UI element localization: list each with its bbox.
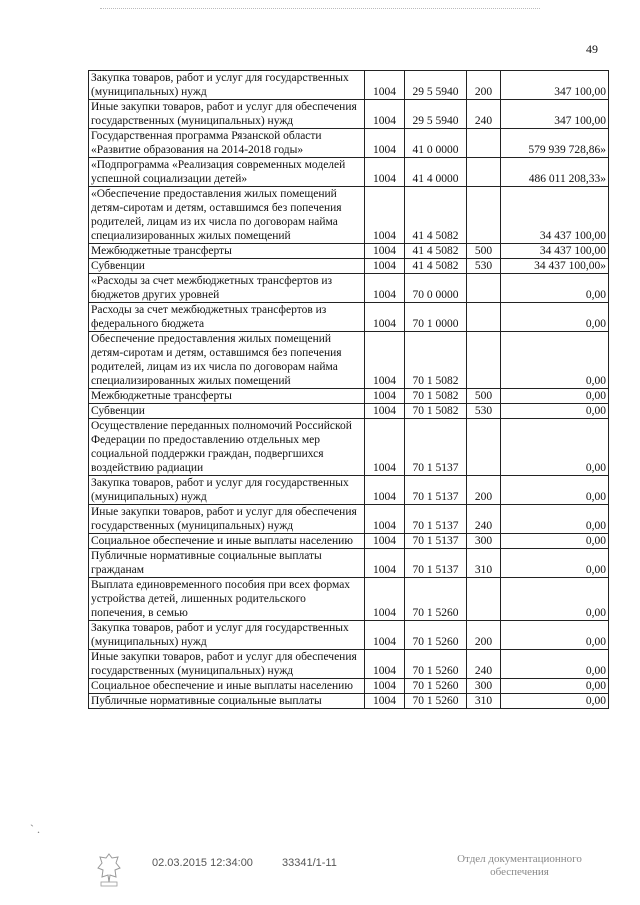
- row-section: 1004: [365, 578, 405, 621]
- row-amount: 0,00: [501, 389, 609, 404]
- table-row: [89, 129, 609, 158]
- department-stamp: [432, 853, 607, 879]
- row-name: Публичные нормативные социальные выплаты: [89, 694, 365, 709]
- footer-doc-code: 33341/1-11: [282, 857, 337, 869]
- footer-datetime: 02.03.2015 12:34:00: [152, 857, 253, 869]
- row-target-code: 41 4 0000: [405, 158, 467, 187]
- row-amount: 0,00: [501, 534, 609, 549]
- row-section: 1004: [365, 244, 405, 259]
- row-target-code: 29 5 5940: [405, 100, 467, 129]
- table-row: [89, 578, 609, 621]
- row-expense-type: 300: [467, 534, 501, 549]
- table-row: [89, 187, 609, 244]
- row-name: Социальное обеспечение и иные выплаты населению: [89, 534, 365, 549]
- row-amount: 0,00: [501, 476, 609, 505]
- row-name: Закупка товаров, работ и услуг для государственных (муниципальных) нужд: [89, 476, 365, 505]
- row-expense-type: [467, 158, 501, 187]
- table-row: [89, 650, 609, 679]
- row-section: 1004: [365, 534, 405, 549]
- row-name: Публичные нормативные социальные выплаты гражданам: [89, 549, 365, 578]
- row-target-code: 70 1 5137: [405, 534, 467, 549]
- row-name: Государственная программа Рязанской области «Развитие образования на 2014-2018 годы»: [89, 129, 365, 158]
- row-name: «Обеспечение предоставления жилых помещений детям-сиротам и детям, оставшимся без попечения родителей, лицам из их числа по договорам найма специализированных жилых помещений: [89, 187, 365, 244]
- row-amount: 579 939 728,86»: [501, 129, 609, 158]
- budget-table: [88, 70, 609, 709]
- row-name: Закупка товаров, работ и услуг для государственных (муниципальных) нужд: [89, 621, 365, 650]
- row-section: 1004: [365, 404, 405, 419]
- row-amount: 34 437 100,00: [501, 244, 609, 259]
- row-section: 1004: [365, 549, 405, 578]
- table-row: [89, 259, 609, 274]
- row-section: 1004: [365, 332, 405, 389]
- table-row: [89, 71, 609, 100]
- row-section: 1004: [365, 505, 405, 534]
- row-amount: 0,00: [501, 303, 609, 332]
- table-row: [89, 244, 609, 259]
- table-row: [89, 534, 609, 549]
- row-expense-type: 240: [467, 505, 501, 534]
- table-row: [89, 694, 609, 709]
- row-amount: 347 100,00: [501, 71, 609, 100]
- row-section: 1004: [365, 129, 405, 158]
- row-expense-type: [467, 578, 501, 621]
- table-row: [89, 419, 609, 476]
- table-row: [89, 332, 609, 389]
- row-expense-type: [467, 303, 501, 332]
- stamp-line-1: Отдел документационного: [457, 853, 582, 865]
- row-name: Межбюджетные трансферты: [89, 389, 365, 404]
- row-name: Субвенции: [89, 259, 365, 274]
- row-section: 1004: [365, 100, 405, 129]
- row-target-code: 70 1 5260: [405, 694, 467, 709]
- row-expense-type: 310: [467, 694, 501, 709]
- row-target-code: 41 4 5082: [405, 244, 467, 259]
- row-amount: 347 100,00: [501, 100, 609, 129]
- row-section: 1004: [365, 259, 405, 274]
- table-row: [89, 505, 609, 534]
- row-name: Иные закупки товаров, работ и услуг для обеспечения государственных (муниципальных) нужд: [89, 100, 365, 129]
- row-expense-type: [467, 129, 501, 158]
- row-expense-type: [467, 274, 501, 303]
- row-target-code: 70 1 5260: [405, 679, 467, 694]
- row-section: 1004: [365, 621, 405, 650]
- row-name: Межбюджетные трансферты: [89, 244, 365, 259]
- row-section: 1004: [365, 389, 405, 404]
- row-expense-type: 500: [467, 244, 501, 259]
- row-name: Обеспечение предоставления жилых помещений детям-сиротам и детям, оставшимся без попечения родителей, лицам из их числа по договорам найма специализированных жилых помещений: [89, 332, 365, 389]
- row-section: 1004: [365, 419, 405, 476]
- row-expense-type: [467, 419, 501, 476]
- stamp-line-2: обеспечения: [490, 866, 549, 878]
- row-target-code: 41 4 5082: [405, 187, 467, 244]
- table-row: [89, 389, 609, 404]
- row-target-code: 70 1 5137: [405, 419, 467, 476]
- row-expense-type: 200: [467, 476, 501, 505]
- row-amount: 0,00: [501, 578, 609, 621]
- row-section: 1004: [365, 650, 405, 679]
- row-expense-type: 310: [467, 549, 501, 578]
- table-row: [89, 621, 609, 650]
- row-expense-type: 300: [467, 679, 501, 694]
- row-target-code: 70 1 5137: [405, 476, 467, 505]
- budget-table-body: [89, 71, 609, 709]
- table-row: [89, 404, 609, 419]
- row-amount: 34 437 100,00: [501, 187, 609, 244]
- row-amount: 0,00: [501, 332, 609, 389]
- row-target-code: 70 1 0000: [405, 303, 467, 332]
- scan-mark: ` .: [30, 822, 40, 836]
- scan-noise: [100, 8, 540, 13]
- row-target-code: 70 0 0000: [405, 274, 467, 303]
- row-target-code: 70 1 5082: [405, 404, 467, 419]
- row-section: 1004: [365, 694, 405, 709]
- row-amount: 0,00: [501, 621, 609, 650]
- row-name: «Расходы за счет межбюджетных трансфертов из бюджетов других уровней: [89, 274, 365, 303]
- row-name: Расходы за счет межбюджетных трансфертов из федерального бюджета: [89, 303, 365, 332]
- row-name: Осуществление переданных полномочий Российской Федерации по предоставлению отдельных мер социальной поддержки граждан, подвергшихся воздействию радиации: [89, 419, 365, 476]
- row-target-code: 29 5 5940: [405, 71, 467, 100]
- row-amount: 0,00: [501, 549, 609, 578]
- row-target-code: 70 1 5137: [405, 549, 467, 578]
- table-row: [89, 274, 609, 303]
- table-row: [89, 303, 609, 332]
- row-section: 1004: [365, 158, 405, 187]
- row-name: «Подпрограмма «Реализация современных моделей успешной социализации детей»: [89, 158, 365, 187]
- row-amount: 0,00: [501, 679, 609, 694]
- table-row: [89, 679, 609, 694]
- row-amount: 0,00: [501, 404, 609, 419]
- row-expense-type: 240: [467, 650, 501, 679]
- table-row: [89, 100, 609, 129]
- row-expense-type: 530: [467, 404, 501, 419]
- row-section: 1004: [365, 274, 405, 303]
- row-expense-type: 200: [467, 621, 501, 650]
- row-name: Иные закупки товаров, работ и услуг для обеспечения государственных (муниципальных) нужд: [89, 505, 365, 534]
- row-name: Иные закупки товаров, работ и услуг для обеспечения государственных (муниципальных) нужд: [89, 650, 365, 679]
- row-expense-type: 240: [467, 100, 501, 129]
- row-amount: 0,00: [501, 419, 609, 476]
- row-amount: 0,00: [501, 274, 609, 303]
- row-amount: 34 437 100,00»: [501, 259, 609, 274]
- page-number: 49: [586, 42, 598, 56]
- row-expense-type: 500: [467, 389, 501, 404]
- row-name: Социальное обеспечение и иные выплаты населению: [89, 679, 365, 694]
- row-name: Выплата единовременного пособия при всех формах устройства детей, лишенных родительского попечения, в семью: [89, 578, 365, 621]
- row-section: 1004: [365, 303, 405, 332]
- row-name: Закупка товаров, работ и услуг для государственных (муниципальных) нужд: [89, 71, 365, 100]
- row-target-code: 70 1 5260: [405, 578, 467, 621]
- row-target-code: 70 1 5260: [405, 621, 467, 650]
- row-section: 1004: [365, 71, 405, 100]
- row-expense-type: [467, 187, 501, 244]
- row-section: 1004: [365, 476, 405, 505]
- row-section: 1004: [365, 187, 405, 244]
- row-target-code: 70 1 5260: [405, 650, 467, 679]
- row-amount: 0,00: [501, 694, 609, 709]
- row-target-code: 70 1 5082: [405, 332, 467, 389]
- table-row: [89, 549, 609, 578]
- table-row: [89, 476, 609, 505]
- row-expense-type: 200: [467, 71, 501, 100]
- row-target-code: 70 1 5082: [405, 389, 467, 404]
- coat-of-arms-icon: [96, 852, 122, 888]
- row-target-code: 41 4 5082: [405, 259, 467, 274]
- row-amount: 0,00: [501, 505, 609, 534]
- row-section: 1004: [365, 679, 405, 694]
- row-target-code: 70 1 5137: [405, 505, 467, 534]
- row-amount: 486 011 208,33»: [501, 158, 609, 187]
- row-expense-type: [467, 332, 501, 389]
- table-row: [89, 158, 609, 187]
- row-target-code: 41 0 0000: [405, 129, 467, 158]
- row-expense-type: 530: [467, 259, 501, 274]
- row-name: Субвенции: [89, 404, 365, 419]
- row-amount: 0,00: [501, 650, 609, 679]
